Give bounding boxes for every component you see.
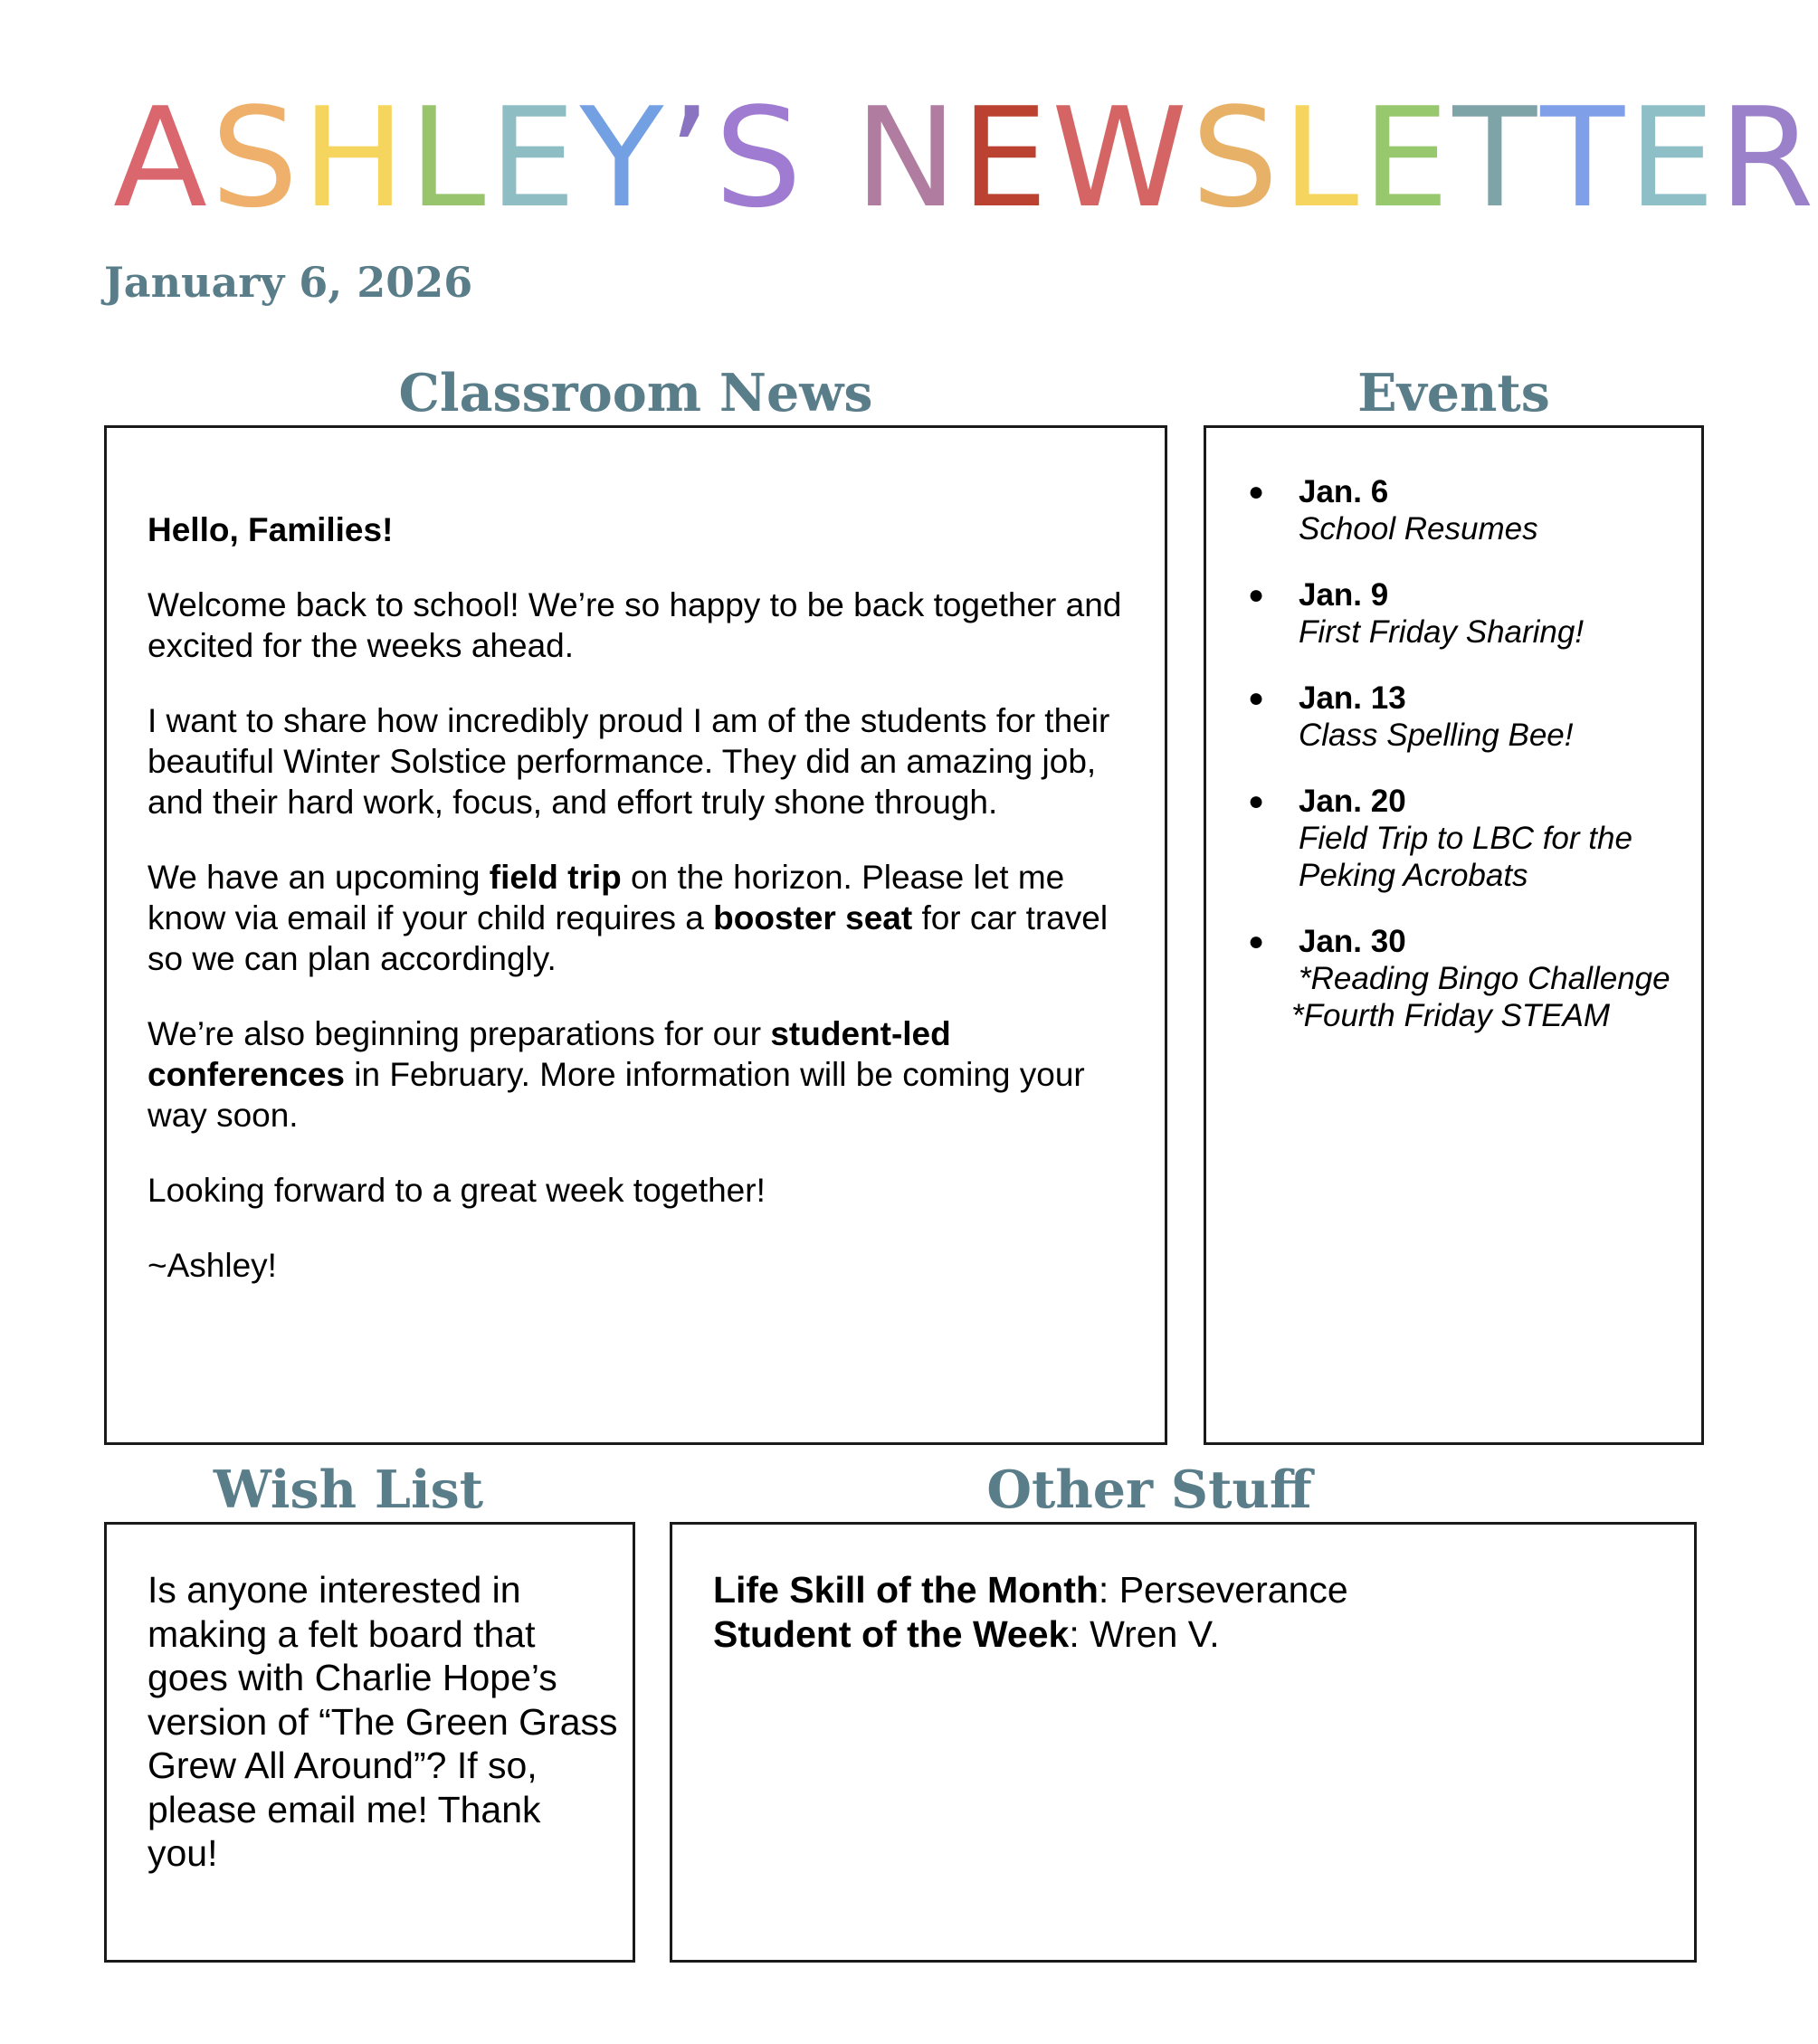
event-description: School Resumes [1299,511,1538,547]
event-description: *Reading Bingo Challenge [1299,961,1670,996]
title-letter: S [210,78,302,238]
events-heading: Events [1357,363,1550,423]
title-letter: W [1051,78,1192,238]
news-paragraph-field-trip [148,857,1143,979]
student-of-week-label: Student of the Week [713,1612,1070,1655]
title-letter: H [301,78,409,238]
other-stuff-heading: Other Stuff [986,1459,1312,1520]
conferences-text-a: We’re also beginning preparations for our [148,1015,771,1052]
conferences-emphasis: student-led conferences [148,1015,951,1093]
booster-seat-emphasis: booster seat [713,899,913,936]
news-paragraph-performance: I want to share how incredibly proud I am of the students for their beautiful Winter Solstice performance. They did an amazing job, and their hard work, focus, and effort truly shone through. [148,702,1110,821]
title-letter: S [1191,78,1282,238]
title-letter: A [113,78,211,238]
title-letter: T [1452,78,1541,238]
student-of-week-line [713,1612,1672,1657]
bullet-icon: ● [1248,580,1265,610]
other-stuff-body [713,1568,1672,1656]
title-letter: E [1628,78,1719,238]
title-space [805,90,854,226]
event-description: Class Spelling Bee! [1299,718,1574,753]
classroom-news-heading: Classroom News [398,363,873,423]
event-item [1242,576,1686,651]
news-signoff: ~Ashley! [148,1247,277,1284]
conferences-text-b: in February. More information will be coming your way soon. [148,1056,1085,1134]
event-item [1242,680,1686,754]
classroom-news-panel [104,425,1167,1445]
title-letter: S [714,78,806,238]
life-skill-value: : Perseverance [1098,1569,1348,1611]
title-letter: R [1718,78,1818,238]
student-of-week-value: : Wren V. [1069,1612,1220,1655]
title-letter: Y [579,78,668,238]
field-trip-text-c: for car travel so we can plan accordingly. [148,899,1109,977]
news-paragraph-closing: Looking forward to a great week together! [148,1172,766,1209]
event-item [1242,783,1686,894]
news-paragraph-welcome: Welcome back to school! We’re so happy to be back together and excited for the weeks ahead. [148,586,1122,664]
title-letter: L [1281,78,1363,238]
event-item [1242,473,1686,547]
title-letter: E [489,78,580,238]
event-description: Field Trip to LBC for the Peking Acrobats [1299,821,1632,893]
bullet-icon: ● [1248,477,1265,507]
event-date: Jan. 13 [1299,680,1406,716]
field-trip-text-a: We have an upcoming [148,859,490,896]
event-date: Jan. 20 [1299,784,1406,819]
title-letter: L [408,78,490,238]
event-date: Jan. 6 [1299,474,1389,509]
bullet-icon: ● [1248,927,1265,956]
classroom-news-body [148,509,1143,1320]
title-letter: E [1362,78,1453,238]
bullet-icon: ● [1248,683,1265,713]
title-letter: N [854,78,961,238]
news-greeting: Hello, Families! [148,511,394,548]
other-stuff-panel [670,1522,1697,1963]
bullet-icon: ● [1248,786,1265,816]
wish-list-heading: Wish List [213,1459,484,1520]
field-trip-text-b: on the horizon. Please let me know via email if your child requires a [148,859,1065,936]
title-letter: ’ [667,78,715,238]
events-panel [1204,425,1704,1445]
event-description: First Friday Sharing! [1299,614,1585,650]
life-skill-line [713,1568,1672,1612]
event-description: *Fourth Friday STEAM [1291,998,1611,1033]
event-date: Jan. 9 [1299,577,1389,613]
event-item [1242,923,1686,1034]
title-letter: T [1540,78,1629,238]
field-trip-emphasis: field trip [489,859,622,896]
title-letter: E [960,78,1052,238]
newsletter-title [113,78,1818,238]
wish-list-panel [104,1522,635,1963]
news-paragraph-conferences [148,1013,1143,1136]
issue-date: January 6, 2026 [104,258,473,307]
events-list [1242,473,1686,1063]
event-date: Jan. 30 [1299,924,1406,959]
life-skill-label: Life Skill of the Month [713,1569,1099,1611]
wish-list-text: Is anyone interested in making a felt board that goes with Charlie Hope’s version of “The Green Grass Grew All Around”? If so, please email me! Thank you! [148,1569,618,1874]
